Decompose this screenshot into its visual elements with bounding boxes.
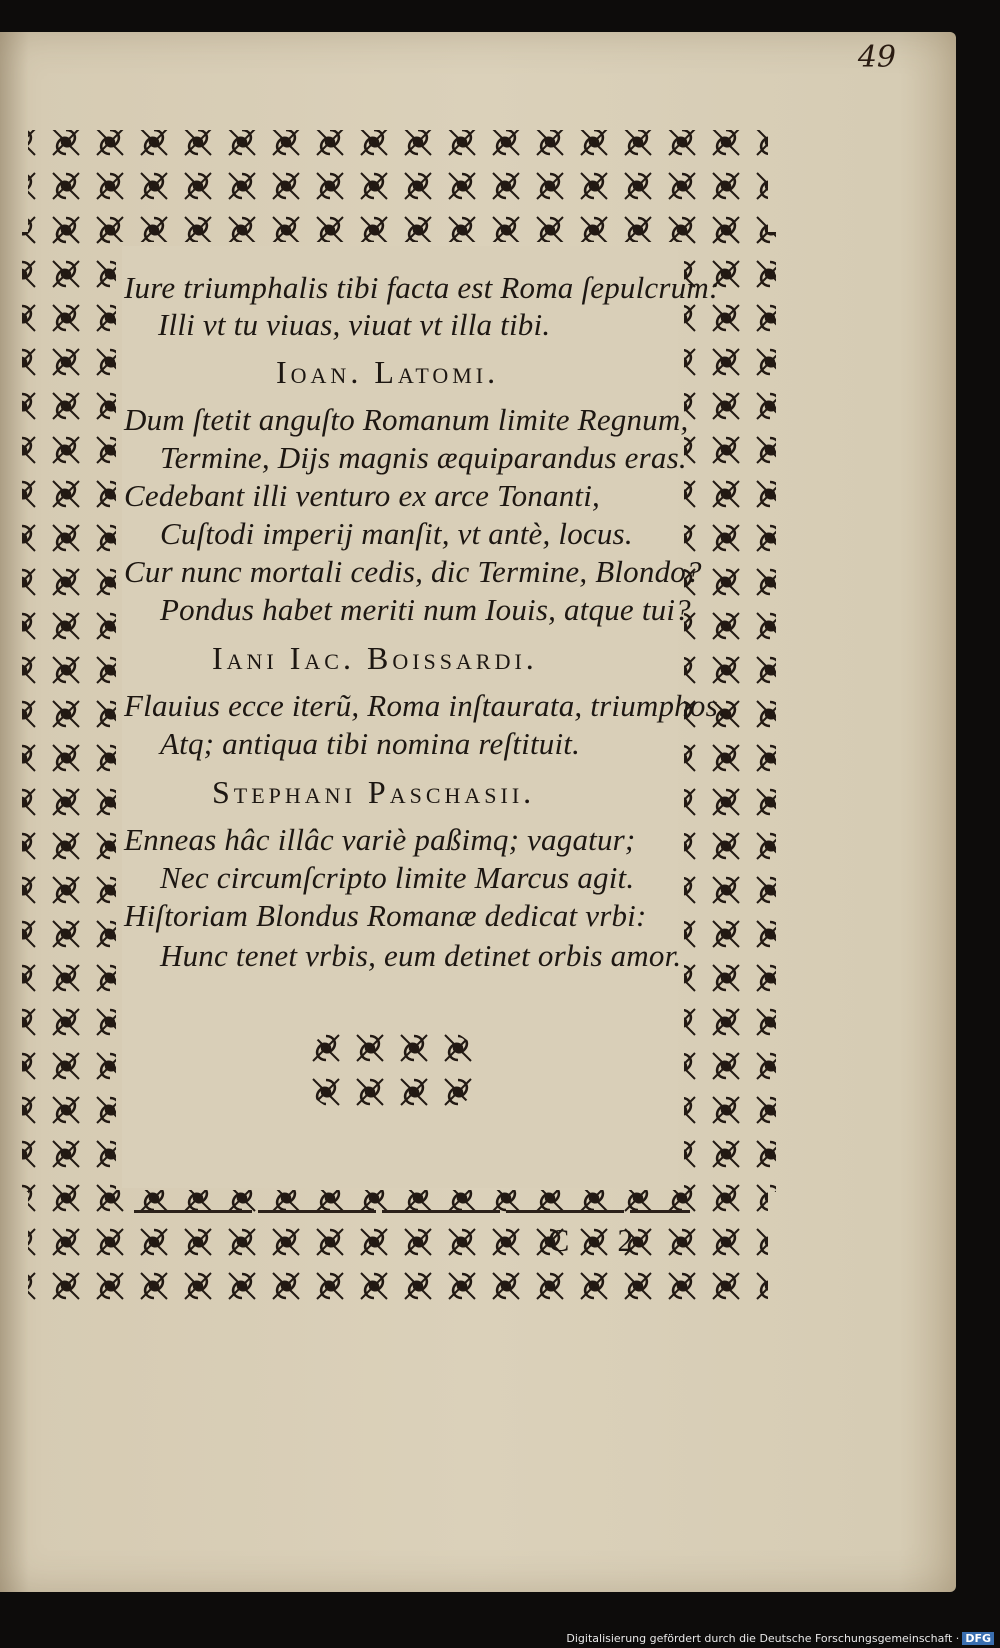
ornamental-border — [0, 32, 956, 1592]
vignette-ornament — [300, 1018, 484, 1122]
border-top — [28, 130, 768, 242]
verse-line: Illi vt tu viuas, viuat vt illa tibi. — [158, 307, 551, 342]
verse-line: Cur nunc mortali cedis, dic Termine, Blondo? — [124, 554, 702, 589]
dfg-logo: DFG — [962, 1632, 994, 1645]
verse-line: Flauius ecce iterũ, Roma inſtaurata, triumphos, — [124, 688, 726, 723]
verse-line: Termine, Dijs magnis æquiparandus eras. — [160, 440, 687, 475]
verse-line: Atq; antiqua tibi nomina reſtituit. — [160, 726, 581, 761]
verse-line: Nec circumſcripto limite Marcus agit. — [160, 860, 635, 895]
border-left — [22, 232, 116, 1192]
digitization-credit — [566, 1632, 994, 1645]
verse-line: Dum ſtetit anguſto Romanum limite Regnum, — [124, 402, 689, 437]
verse-line: Hunc tenet vrbis, eum detinet orbis amor. — [160, 938, 682, 973]
verse-line: Enneas hâc illâc variè paßimq; vagatur; — [124, 822, 636, 857]
verse-line: Cuſtodi imperij manſit, vt antè, locus. — [160, 516, 633, 551]
verse-line: Cedebant illi venturo ex arce Tonanti, — [124, 478, 600, 513]
folio-number: 49 — [857, 40, 896, 75]
book-page — [0, 32, 956, 1592]
poem-heading: Ioan. Latomi. — [276, 354, 500, 390]
poem-heading: Iani Iac. Boissardi. — [212, 640, 538, 676]
verse-line: Pondus habet meriti num Iouis, atque tui? — [160, 592, 691, 627]
border-bottom — [28, 1190, 768, 1310]
verse-line: Iure triumphalis tibi facta est Roma ſepulcrum: — [124, 270, 720, 305]
verse-line: Hiſtoriam Blondus Romanæ dedicat vrbi: — [124, 898, 647, 933]
credit-text: Digitalisierung gefördert durch die Deutsche Forschungsgemeinschaft · — [566, 1632, 960, 1645]
signature-mark: C 2 — [548, 1222, 654, 1258]
poem-heading: Stephani Paschasii. — [212, 774, 536, 810]
rule-line — [134, 1210, 690, 1213]
